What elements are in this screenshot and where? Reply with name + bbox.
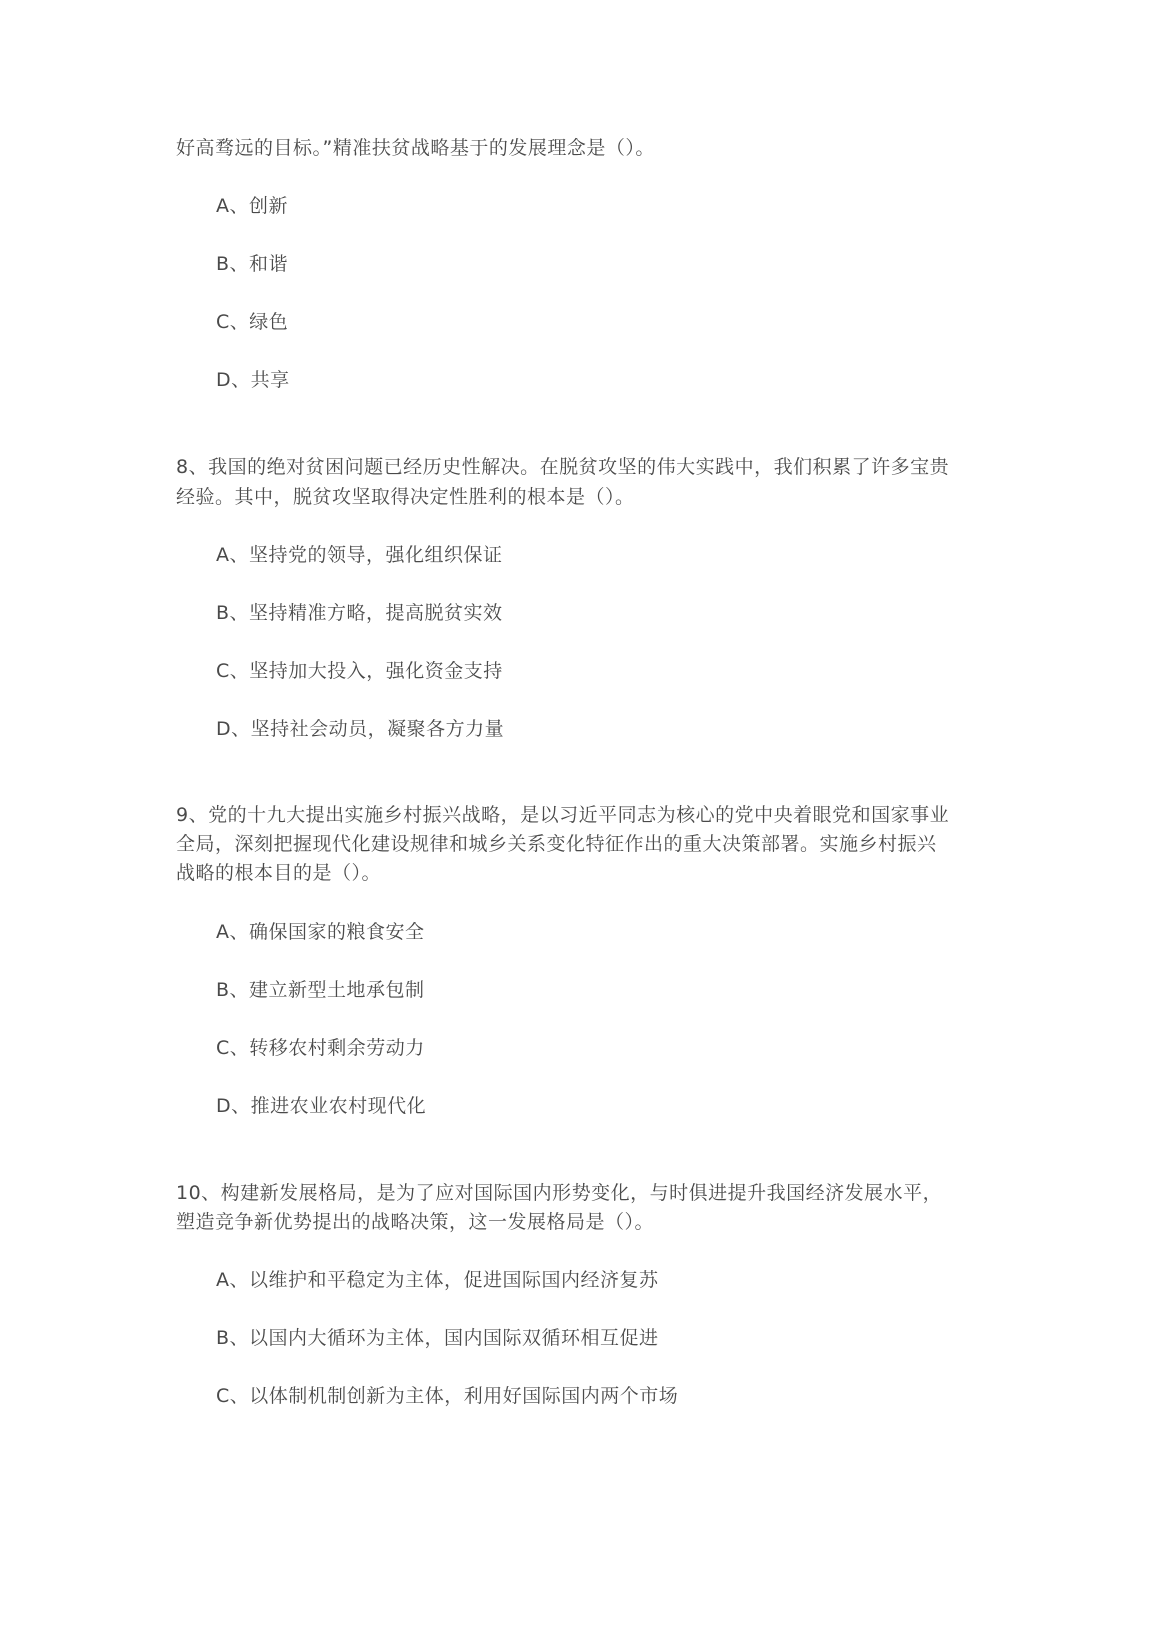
answer-option: A、以维护和平稳定为主体，促进国际国内经济复苏 bbox=[216, 1269, 659, 1291]
answer-option: C、绿色 bbox=[216, 311, 289, 333]
answer-option: B、建立新型土地承包制 bbox=[216, 979, 425, 1001]
answer-option: D、推进农业农村现代化 bbox=[216, 1095, 427, 1117]
answer-option: A、确保国家的粮食安全 bbox=[216, 921, 425, 943]
question-stem-line: 经验。其中，脱贫攻坚取得决定性胜利的根本是（）。 bbox=[176, 486, 635, 508]
answer-option: B、坚持精准方略，提高脱贫实效 bbox=[216, 602, 503, 624]
question-stem-line: 10、构建新发展格局，是为了应对国际国内形势变化，与时俱进提升我国经济发展水平， bbox=[176, 1182, 943, 1204]
answer-option: B、以国内大循环为主体，国内国际双循环相互促进 bbox=[216, 1327, 659, 1349]
question-stem-line: 战略的根本目的是（）。 bbox=[176, 862, 382, 884]
answer-option: C、以体制机制创新为主体，利用好国际国内两个市场 bbox=[216, 1385, 679, 1407]
answer-option: A、坚持党的领导，强化组织保证 bbox=[216, 544, 503, 566]
question-stem-line: 塑造竞争新优势提出的战略决策，这一发展格局是（）。 bbox=[176, 1211, 655, 1233]
question-stem-line: 全局，深刻把握现代化建设规律和城乡关系变化特征作出的重大决策部署。实施乡村振兴 bbox=[176, 833, 937, 855]
question-stem-line: 好高骛远的目标。”精准扶贫战略基于的发展理念是（）。 bbox=[176, 137, 655, 159]
answer-option: B、和谐 bbox=[216, 253, 289, 275]
answer-option: C、转移农村剩余劳动力 bbox=[216, 1037, 425, 1059]
question-stem-line: 8、我国的绝对贫困问题已经历史性解决。在脱贫攻坚的伟大实践中，我们积累了许多宝贵 bbox=[176, 456, 950, 478]
answer-option: D、坚持社会动员，凝聚各方力量 bbox=[216, 718, 505, 740]
answer-option: C、坚持加大投入，强化资金支持 bbox=[216, 660, 503, 682]
answer-option: A、创新 bbox=[216, 195, 288, 217]
answer-option: D、共享 bbox=[216, 369, 290, 391]
question-stem-line: 9、党的十九大提出实施乡村振兴战略，是以习近平同志为核心的党中央着眼党和国家事业 bbox=[176, 804, 950, 826]
